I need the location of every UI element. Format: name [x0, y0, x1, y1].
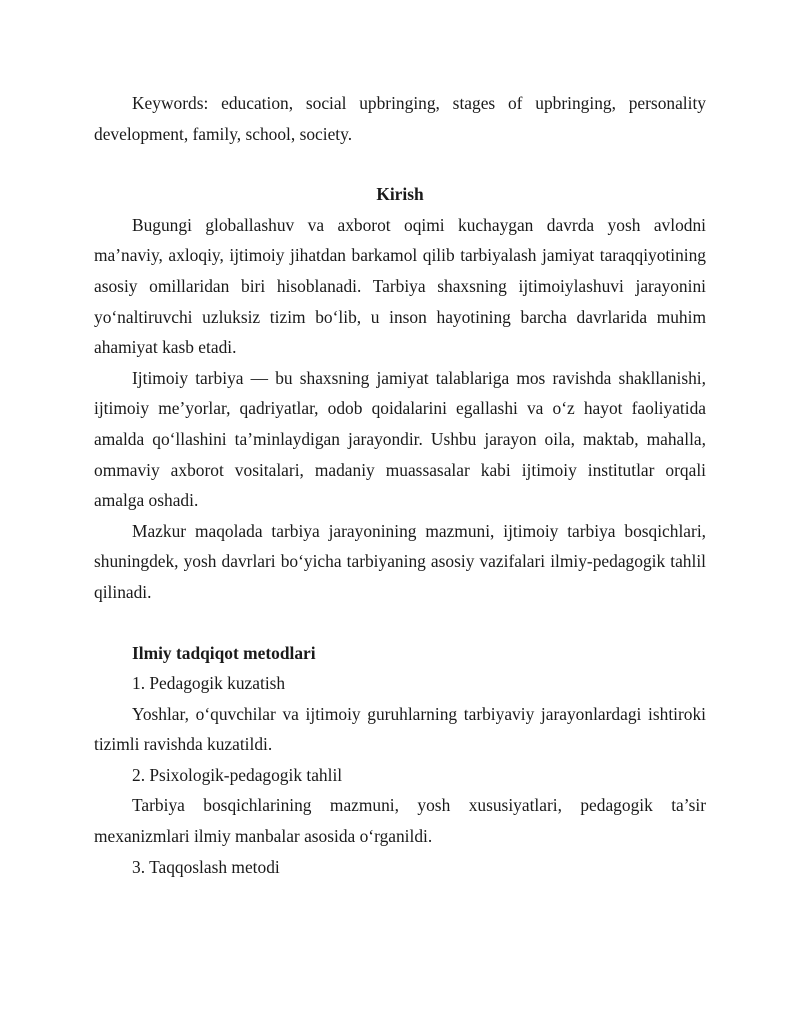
method-1-text: Yoshlar, o‘quvchilar va ijtimoiy guruhlarning tarbiyaviy jarayonlardagi ishtiroki tizimli ravishda kuzatildi.: [94, 703, 706, 755]
section-gap: [94, 608, 706, 638]
keywords-paragraph: Keywords: education, social upbringing, stages of upbringing, personality development, family, school, society.: [94, 93, 706, 144]
methods-heading: Ilmiy tadqiqot metodlari: [132, 642, 316, 663]
method-3-title: 3. Taqqoslash metodi: [132, 856, 280, 877]
method-1-title: 1. Pedagogik kuzatish: [132, 673, 286, 694]
method-2-text: Tarbiya bosqichlarining mazmuni, yosh xususiyatlari, pedagogik ta’sir mexanizmlari ilmiy manbalar asosida o‘rganildi.: [94, 795, 706, 847]
intro-paragraph-1: Bugungi globallashuv va axborot oqimi kuchaygan davrda yosh avlodni ma’naviy, axloqiy, ijtimoiy jihatdan barkamol qilib tarbiyalash jamiyat taraqqiyotining asosiy omillaridan biri hisoblanadi. Tarbiya shaxsning ijtimoiylashuvi jarayonini yo‘naltiruvchi uzluksiz tizim bo‘lib, u inson hayotining barcha davrlarida muhim ahamiyat kasb etadi.: [94, 214, 706, 358]
document-page: [94, 88, 706, 882]
intro-paragraph-2: Ijtimoiy tarbiya — bu shaxsning jamiyat talablariga mos ravishda shakllanishi, ijtimoiy me’yorlar, qadriyatlar, odob qoidalarini egallashi va o‘z hayot faoliyatida amalda qo‘llashini ta’minlaydigan jarayondir. Ushbu jarayon oila, maktab, mahalla, ommaviy axborot vositalari, madaniy muassasalar kabi ijtimoiy institutlar orqali amalga oshadi.: [94, 367, 706, 511]
section-gap: [94, 149, 706, 179]
intro-heading: Kirish: [376, 184, 424, 205]
intro-paragraph-3: Mazkur maqolada tarbiya jarayonining mazmuni, ijtimoiy tarbiya bosqichlari, shuningdek, yosh davrlari bo‘yicha tarbiyaning asosiy vazifalari ilmiy-pedagogik tahlil qilinadi.: [94, 520, 706, 602]
method-2-title: 2. Psixologik-pedagogik tahlil: [132, 764, 343, 785]
